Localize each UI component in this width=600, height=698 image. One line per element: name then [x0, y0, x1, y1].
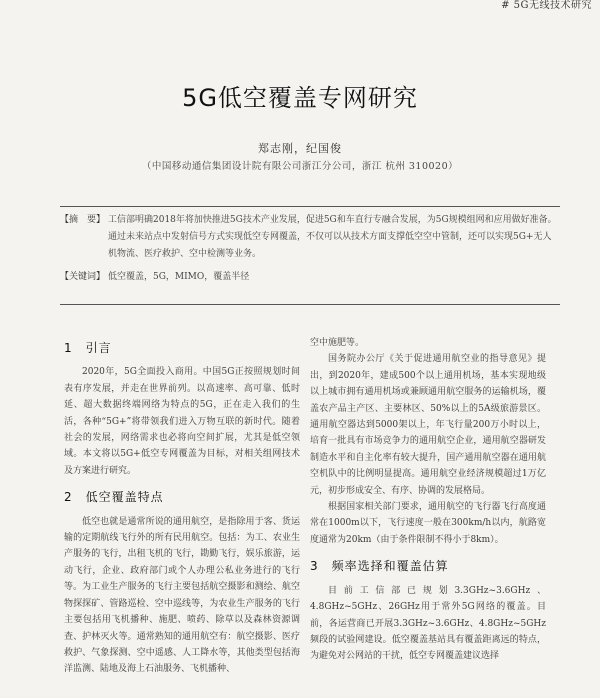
right-column	[310, 335, 546, 665]
intro-paragraph: 2020年，5G全面投入商用。中国5G正按照规划时间表有序发展，并走在世界前列。以高速率、高可靠、低时延、超大数据终端网络为特点的5G，正在走入我们的生活，各种“5G+”将带领我们进入万物互联的新时代。随着社会的发展，网络需求也必将向空间扩展，尤其是低空领域。本文将以5G+低空专网覆盖为目标，对相关组网技术及方案进行研究。	[64, 367, 300, 476]
affiliation: （中国移动通信集团设计院有限公司浙江分公司，浙江 杭州 310020）	[141, 161, 459, 172]
abstract-row	[60, 212, 560, 263]
running-head: # 5G无线技术研究	[501, 0, 592, 11]
section-heading-frequency: 3 频率选择和覆盖估算	[310, 559, 449, 574]
divider-top	[60, 206, 560, 207]
frequency-paragraph: 目前工信部已规划3.3GHz~3.6GHz、4.8GHz~5GHz、26GHz用于常外5G网络的覆盖。目前，各运营商已开展3.3GHz~3.6GHz、4.8GHz~5GHz频段的试验网建设。低空覆盖基站具有覆盖距离远的特点，为避免对公网站的干扰，低空专网覆盖建议选择	[310, 585, 546, 662]
left-column	[64, 332, 300, 678]
abstract-text: 工信部明确2018年将加快推进5G技术产业发展，促进5G和车直行专融合发展，为5G规模组网和应用做好准备。通过未来站点中发射信号方式实现低空专网覆盖，不仅可以从技术方面支撑低空空中管制，还可以实现5G+无人机物流、医疗救护、空中检测等业务。	[108, 215, 557, 259]
continued-paragraph: 空中施肥等。	[310, 338, 365, 348]
authors: 郑志刚，纪国俊	[258, 142, 342, 155]
abstract-label: 【摘 要】	[60, 215, 106, 225]
divider-bottom	[60, 304, 560, 305]
abstract-block	[60, 212, 560, 286]
policy-paragraph: 国务院办公厅《关于促进通用航空业的指导意见》提出，到2020年，建成500个以上通用机场，基本实现地级以上城市拥有通用机场或兼顾通用航空服务的运输机场，覆盖农产品主产区、主要林区、50%以上的5A级旅游景区。通用航空器达到5000架以上，年飞行量200万小时以上，培育一批具有市场竞争力的通用航空企业，通用航空器研发制造水平和自主化率有较大提升，国产通用航空器在通用航空机队中的比例明显提高。通用航空业经济规模超过1万亿元，初步形成安全、有序、协调的发展格局。	[310, 354, 546, 496]
keywords-label: 【关键词】	[60, 272, 106, 282]
section-heading-intro: 1 引言	[64, 341, 112, 355]
section-heading-low-altitude: 2 低空覆盖特点	[64, 490, 164, 505]
keywords-row	[60, 269, 560, 286]
keywords-text: 低空覆盖，5G，MIMO，覆盖半径	[108, 272, 250, 282]
low-altitude-paragraph: 低空也就是通常所说的通用航空，是指除用于客、货运输的定期航线飞行外的所有民用航空。包括：为工、农业生产服务的飞行，出租飞机的飞行，勘勤飞行，娱乐旅游，运动飞行，企业、政府部门或个人办理公私业务进行的飞行等。为工业生产服务的飞行主要包括航空摄影和测绘、航空物探探矿、管路巡检、空中巡线等，为农业生产服务的飞行主要包括用飞机播种、施肥、喷药、除草以及森林资源调查、护林灭火等。通常熟知的通用航空有：航空摄影、医疗救护、气象探测、空中遥感、人工降水等，其他类型包括海洋监测、陆地及海上石油服务、飞机播种、	[64, 516, 300, 675]
flight-requirements-paragraph: 根据国家相关部门要求，通用航空的飞行器飞行高度通常在1000m以下，飞行速度一般在300km/h以内，航路宽度通常为20km（由于条件限制不得小于8km）。	[310, 502, 546, 545]
paper-title: 5G低空覆盖专网研究	[182, 84, 418, 112]
